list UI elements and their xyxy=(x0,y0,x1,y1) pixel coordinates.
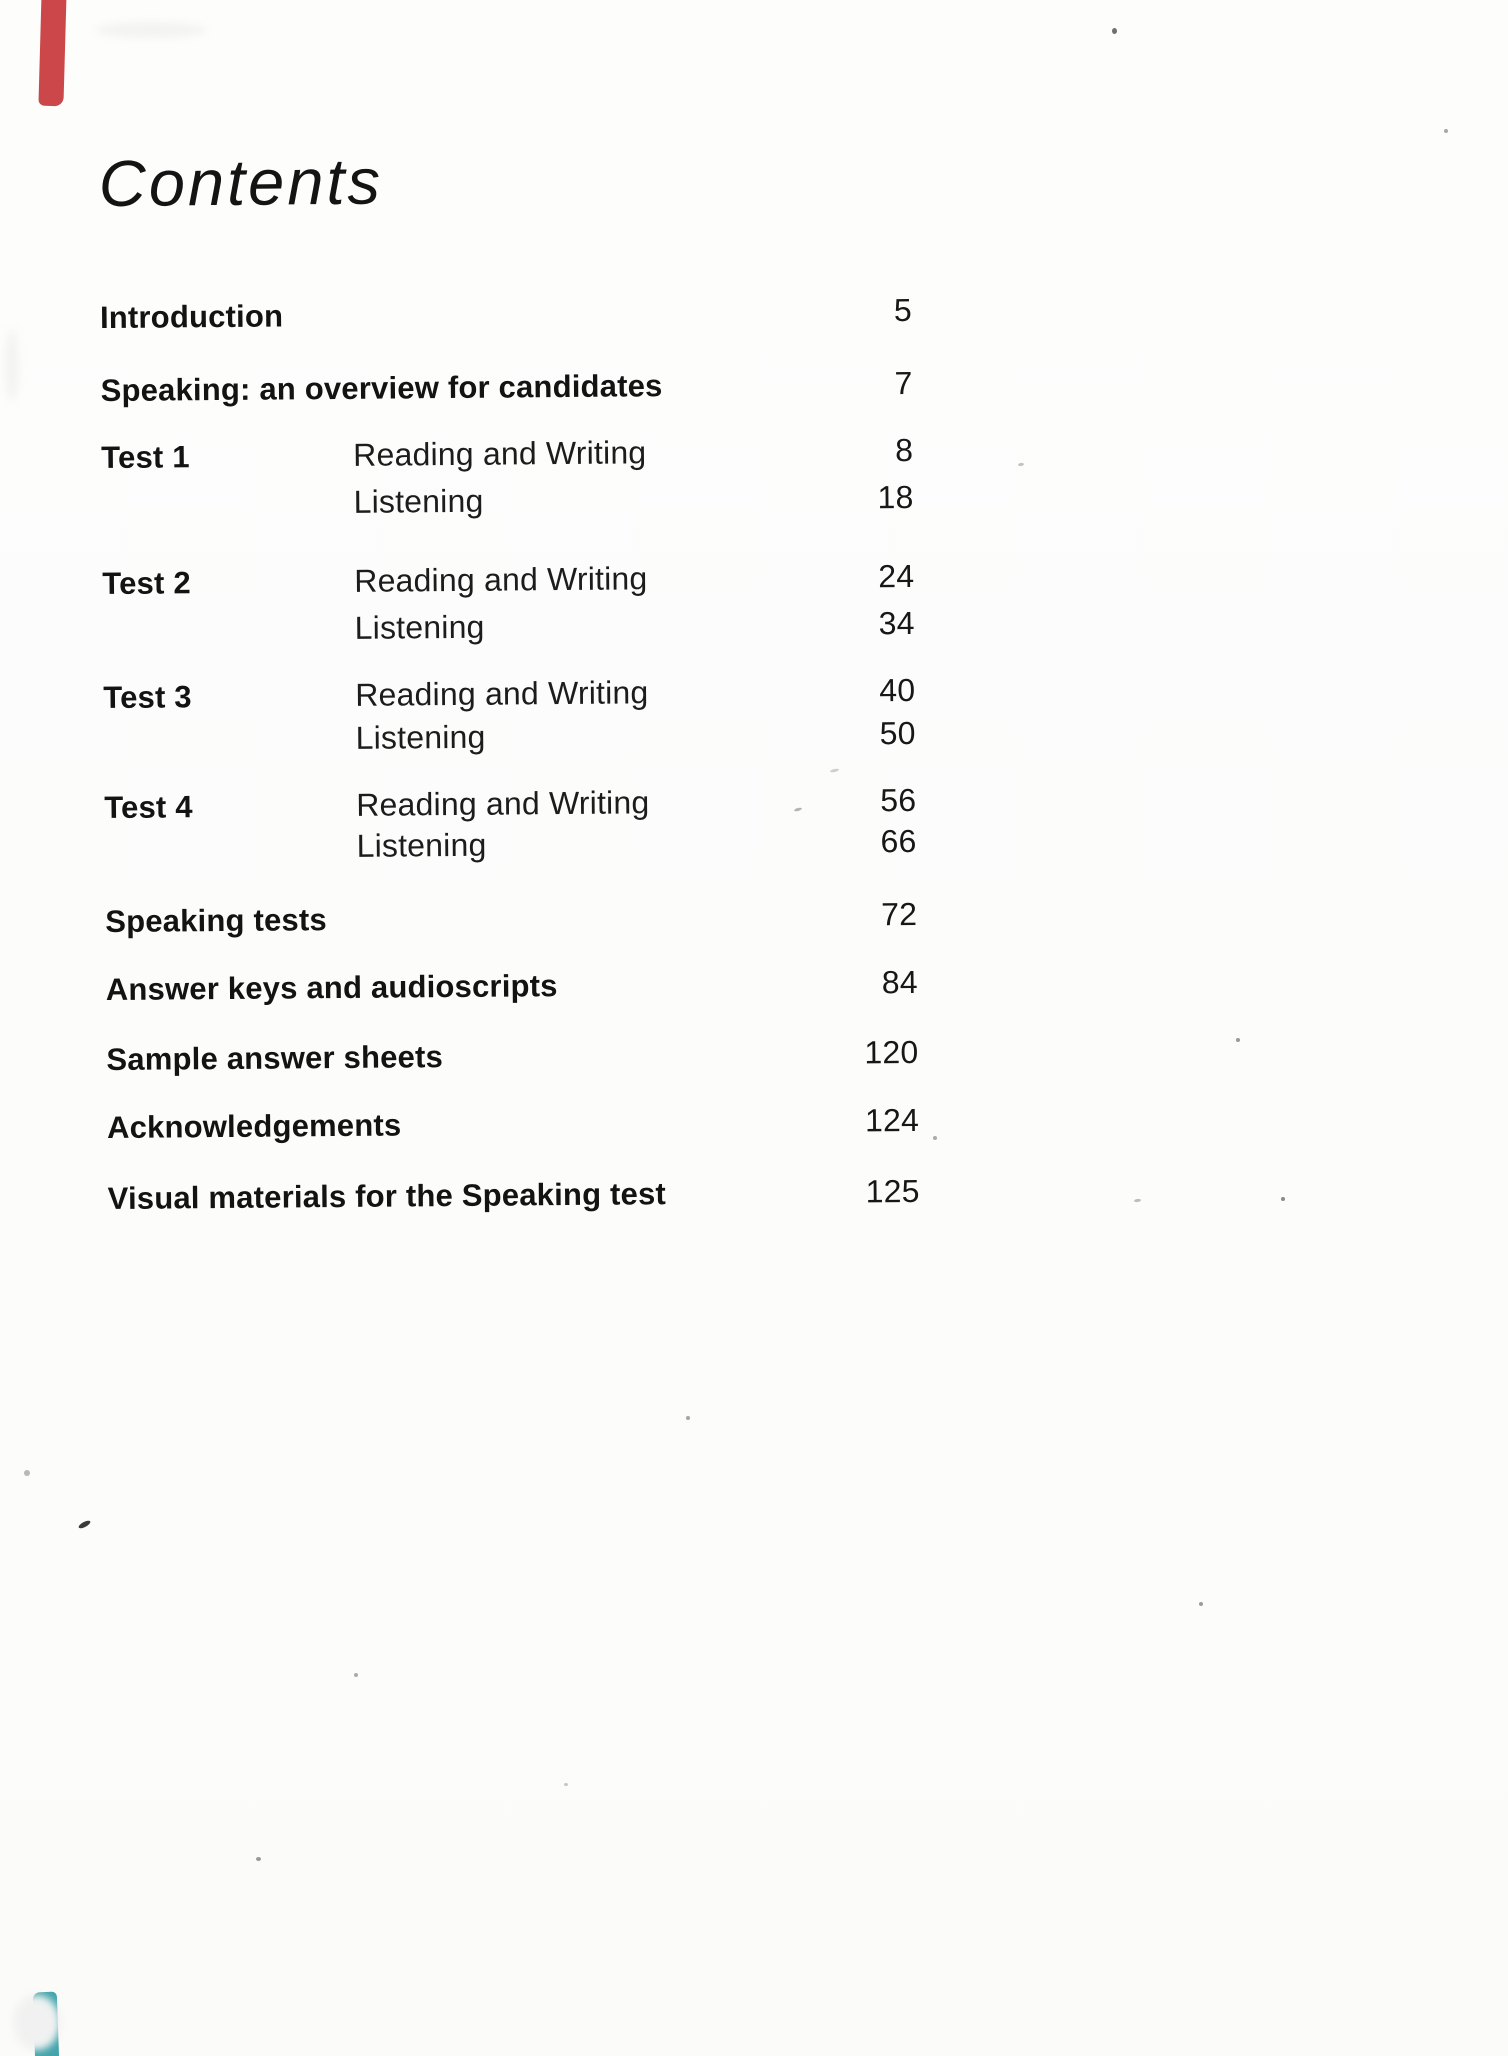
toc-page-number: 8 xyxy=(895,431,914,469)
toc-test-label: Test 1 xyxy=(101,439,190,476)
toc-sub-label: Listening xyxy=(356,826,487,864)
toc-page-number: 18 xyxy=(877,478,914,516)
toc-page-number: 125 xyxy=(865,1172,920,1210)
toc-row xyxy=(107,1100,919,1148)
toc-page-number: 66 xyxy=(880,822,917,860)
toc-sub-label: Listening xyxy=(355,718,486,756)
scan-speck xyxy=(1236,1038,1240,1042)
toc-row xyxy=(100,363,912,411)
toc-sub-label: Reading and Writing xyxy=(354,560,648,599)
scan-speck xyxy=(256,1857,261,1861)
toc-indent-spacer xyxy=(102,513,354,515)
toc-row xyxy=(100,290,912,338)
toc-sub-label: Reading and Writing xyxy=(355,674,649,713)
toc-sub-label: Listening xyxy=(353,482,484,520)
toc-row xyxy=(101,477,913,524)
toc-page-number: 5 xyxy=(893,291,913,329)
scan-speck xyxy=(933,1136,937,1140)
toc-page-number: 56 xyxy=(880,781,917,819)
toc-row xyxy=(103,670,915,718)
toc-sub-label: Reading and Writing xyxy=(356,784,650,823)
scan-speck xyxy=(1281,1197,1285,1201)
toc-entry-label: Visual materials for the Speaking test xyxy=(107,1176,667,1217)
toc-row xyxy=(101,430,913,478)
toc-test-label: Test 3 xyxy=(103,679,192,716)
toc-row xyxy=(106,962,918,1010)
toc-page-number: 7 xyxy=(894,364,913,402)
toc-row xyxy=(104,821,916,868)
toc-page-number: 34 xyxy=(878,604,915,642)
toc-sub-label: Reading and Writing xyxy=(353,434,647,473)
toc-entry-label: Acknowledgements xyxy=(106,1107,402,1146)
toc-row xyxy=(103,603,915,650)
scan-speck xyxy=(1199,1602,1203,1606)
toc-entry-label: Answer keys and audioscripts xyxy=(105,968,558,1008)
toc-row xyxy=(104,780,916,828)
toc-row xyxy=(105,894,917,942)
toc-test-label: Test 4 xyxy=(104,789,193,826)
toc-row xyxy=(107,1171,919,1219)
toc-indent-spacer xyxy=(105,857,357,859)
toc-page-number: 24 xyxy=(878,557,915,595)
toc-row xyxy=(106,1032,918,1080)
toc-entry-label: Speaking tests xyxy=(105,902,328,940)
toc-row xyxy=(103,713,915,760)
scan-smudge xyxy=(6,330,18,400)
scan-speck xyxy=(1444,129,1448,133)
toc-page-number: 120 xyxy=(864,1033,919,1071)
toc-entry-label: Introduction xyxy=(99,298,284,336)
toc-page-number: 84 xyxy=(881,963,918,1001)
toc-indent-spacer xyxy=(104,749,356,751)
toc-page-number: 50 xyxy=(879,714,916,752)
scan-smudge xyxy=(14,1995,60,2050)
scan-speck xyxy=(1112,28,1117,34)
scan-smudge xyxy=(96,22,206,38)
scan-speck xyxy=(686,1416,690,1420)
scan-speck xyxy=(354,1673,358,1677)
toc-page-number: 72 xyxy=(881,895,918,933)
scan-speck xyxy=(24,1470,30,1476)
toc-page-number: 124 xyxy=(864,1101,920,1139)
toc-test-label: Test 2 xyxy=(102,565,191,602)
page-title: Contents xyxy=(98,144,384,221)
toc-indent-spacer xyxy=(103,639,355,641)
toc-sub-label: Listening xyxy=(354,608,485,646)
toc-page-number: 40 xyxy=(879,671,916,709)
toc-entry-label: Speaking: an overview for candidates xyxy=(100,368,663,409)
scan-speck xyxy=(564,1783,568,1786)
toc-row xyxy=(102,556,914,604)
toc-entry-label: Sample answer sheets xyxy=(106,1039,444,1078)
